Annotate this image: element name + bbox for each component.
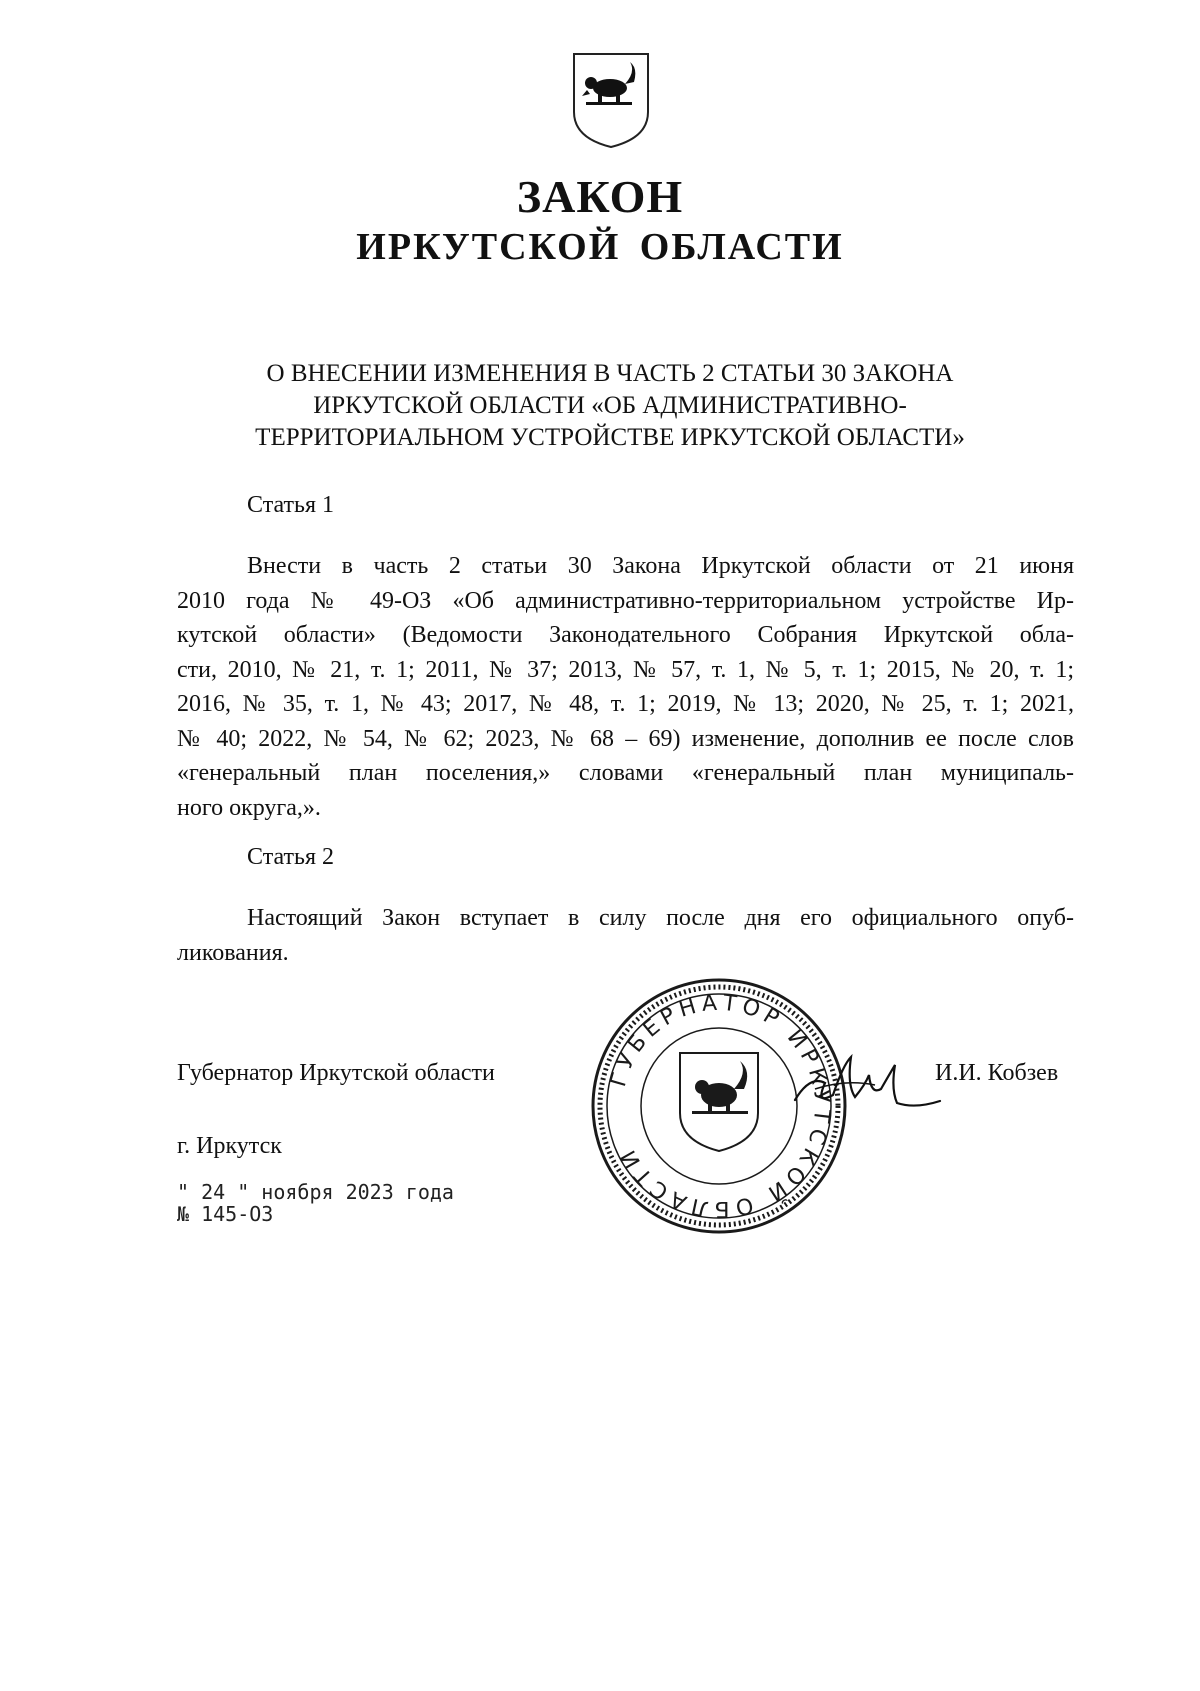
seal-text: ГУБЕРНАТОР ИРКУТСКОЙ ОБЛАСТИ [606,990,835,1222]
text-line: 2010 года № 49-ОЗ «Об административно-территориальном устройстве Ир- [177,587,1074,614]
subject-line: ИРКУТСКОЙ ОБЛАСТИ «ОБ АДМИНИСТРАТИВНО- [313,392,907,419]
signing-date: " 24 " ноября 2023 года [177,1180,454,1204]
text-line: Настоящий Закон вступает в силу после дня его официального опуб- [247,905,1074,931]
article-2-heading: Статья 2 [247,844,334,870]
coat-of-arms-icon [570,50,652,150]
text-line: «генеральный план поселения,» словами «генеральный план муниципаль- [177,760,1074,786]
signing-city: г. Иркутск [177,1133,282,1159]
subject-line: О ВНЕСЕНИИ ИЗМЕНЕНИЯ В ЧАСТЬ 2 СТАТЬИ 30 ЗАКОНА [266,360,954,387]
handwritten-signature-icon [785,1045,945,1125]
law-number: № 145-ОЗ [177,1202,274,1226]
text-line: сти, 2010, № 21, т. 1; 2011, № 37; 2013, № 57, т. 1, № 5, т. 1; 2015, № 20, т. 1; [177,656,1074,683]
governor-name: И.И. Кобзев [935,1060,1059,1086]
text-line: 2016, № 35, т. 1, № 43; 2017, № 48, т. 1; 2019, № 13; 2020, № 25, т. 1; 2021, [177,691,1074,717]
article-1-text [177,549,1074,825]
article-2-text [177,901,1074,970]
governor-position: Губернатор Иркутской области [177,1060,495,1086]
text-line: ного округа,». [177,794,321,821]
law-region: ИРКУТСКОЙ ОБЛАСТИ [356,226,844,268]
date-number-stamp [177,1181,454,1225]
text-line: Внести в часть 2 статьи 30 Закона Иркутской области от 21 июня [247,553,1074,579]
article-1-heading: Статья 1 [247,492,334,518]
text-line: ликования. [177,939,289,966]
law-subject [200,358,1020,454]
law-title: ЗАКОН [516,171,684,222]
text-line: № 40; 2022, № 54, № 62; 2023, № 68 – 69) изменение, дополнив ее после слов [177,725,1074,752]
text-line: кутской области» (Ведомости Законодательного Собрания Иркутской обла- [177,622,1074,648]
subject-line: ТЕРРИТОРИАЛЬНОМ УСТРОЙСТВЕ ИРКУТСКОЙ ОБЛАСТИ» [255,424,965,451]
